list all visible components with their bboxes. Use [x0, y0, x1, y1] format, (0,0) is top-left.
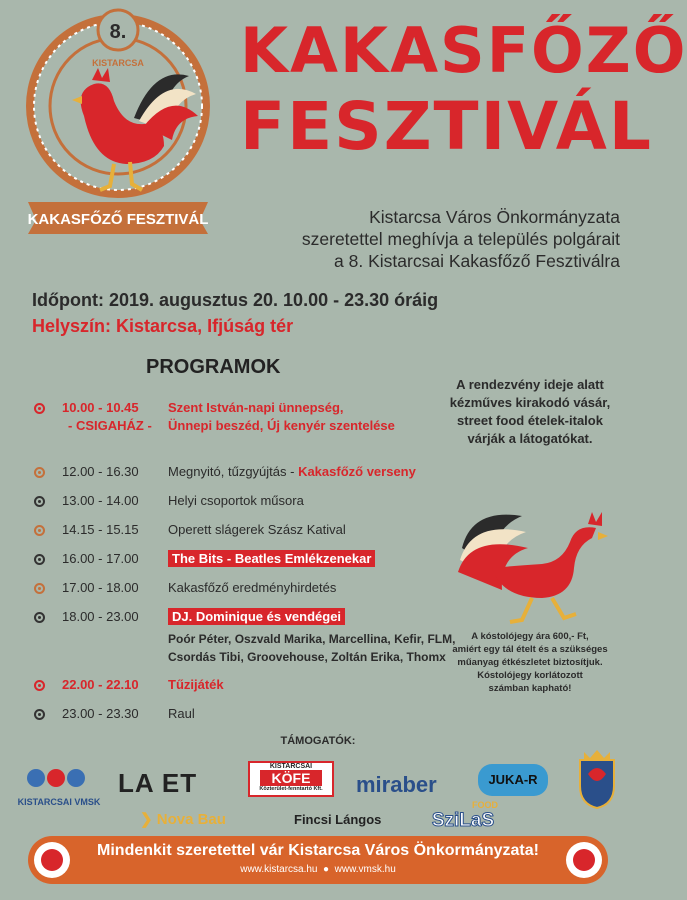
- invite-line-1: Kistarcsa Város Önkormányzata: [369, 207, 620, 227]
- logo-banner-text: KAKASFŐZŐ FESZTIVÁL: [27, 211, 209, 228]
- title-line-1: KAKASFŐZŐ: [240, 14, 687, 87]
- target-bullet-icon: [34, 403, 45, 414]
- invite-line-3: a 8. Kistarcsai Kakasfőző Fesztiválra: [334, 251, 620, 271]
- sponsor-novabau-logo: [140, 810, 226, 828]
- program-tag: The Bits - Beatles Emlékzenekar: [168, 550, 375, 567]
- ticket-info: [438, 630, 622, 695]
- program-venue: - CSIGAHÁZ -: [68, 418, 152, 433]
- program-desc-highlight: Kakasfőző verseny: [298, 464, 416, 479]
- link-kistarcsa[interactable]: www.kistarcsa.hu: [240, 864, 318, 875]
- side-note-line: street food ételek-italok: [457, 413, 603, 428]
- target-bullet-icon: [34, 467, 45, 478]
- side-note-line: kézműves kirakodó vásár,: [449, 395, 611, 410]
- program-desc: Tűzijáték: [168, 677, 224, 692]
- ticket-line: A kóstolójegy ára 600,- Ft,: [471, 631, 589, 642]
- event-time: Időpont: 2019. augusztus 20. 10.00 - 23.30 óráig: [32, 290, 439, 310]
- logo-number: 8.: [109, 21, 127, 43]
- sponsor-szilas-logo: [428, 800, 498, 832]
- program-time: 17.00 - 18.00: [62, 580, 139, 595]
- invite-line-2: szeretettel meghívja a település polgárait: [301, 229, 620, 249]
- program-desc: Operett slágerek Szász Katival: [168, 522, 346, 537]
- ticket-line: műanyag étkészletet biztosítjuk.: [457, 657, 603, 668]
- program-desc: [168, 551, 458, 566]
- sponsor-novabau-text: Nova Bau: [156, 811, 226, 828]
- program-time: 23.00 - 23.30: [62, 706, 139, 721]
- program-time: 16.00 - 17.00: [62, 551, 139, 566]
- title-line-2: FESZTIVÁL: [240, 88, 653, 165]
- invitation-text: [302, 206, 620, 272]
- target-icon: [34, 842, 70, 878]
- guests-line-1: Poór Péter, Oszvald Marika, Marcellina, Kefir, FLM,: [168, 632, 456, 646]
- target-bullet-icon: [34, 612, 45, 623]
- sponsor-fincsi-text: Fincsi Lángos: [294, 812, 382, 827]
- target-bullet-icon: [34, 709, 45, 720]
- sponsor-miraber-logo: miraber: [356, 772, 437, 797]
- side-note-line: A rendezvény ideje alatt: [456, 377, 604, 392]
- footer-banner: [28, 836, 608, 884]
- sponsor-kofe-sub: Közterület-fenntartó Kft.: [259, 786, 323, 792]
- target-bullet-icon: [34, 496, 45, 507]
- ticket-line: amiért egy tál ételt és a szükséges: [452, 644, 608, 655]
- footer-links: www.kistarcsa.hu ● www.vmsk.hu: [240, 864, 396, 875]
- ticket-line: számban kapható!: [488, 683, 572, 694]
- festival-logo: [14, 6, 224, 236]
- sponsor-jukar-logo: JUKA-R: [478, 764, 548, 796]
- program-desc: [168, 609, 458, 624]
- sponsor-lavet-logo: LA ET: [118, 768, 198, 798]
- logo-ring-text: KISTARCSA: [92, 58, 144, 68]
- sponsors-heading: TÁMOGATÓK:: [280, 735, 356, 747]
- chevron-right-icon: ❯: [140, 811, 153, 828]
- program-desc: Raul: [168, 706, 195, 721]
- sponsor-vmsk-text: KISTARCSAI VMSK: [17, 797, 101, 807]
- sponsor-kofe-name: KÖFE: [260, 770, 322, 786]
- program-desc: Kakasfőző eredményhirdetés: [168, 580, 337, 595]
- sponsor-szilas-text: SziLaS: [431, 810, 495, 831]
- footer-message: Mindenkit szeretettel vár Kistarcsa Város Önkormányzata!: [97, 842, 539, 859]
- ticket-line: Kóstolójegy korlátozott: [477, 670, 583, 681]
- program-desc-2: Ünnepi beszéd, Új kenyér szentelése: [168, 418, 395, 433]
- program-desc-text: Megnyitó, tűzgyújtás -: [168, 464, 299, 479]
- sponsor-szilas-top: FOOD: [472, 800, 498, 810]
- side-note: [438, 376, 622, 448]
- program-guests: [168, 630, 468, 666]
- program-time: 18.00 - 23.00: [62, 609, 139, 624]
- program-time: 10.00 - 10.45: [62, 400, 139, 415]
- program-time: 14.15 - 15.15: [62, 522, 139, 537]
- program-time: 12.00 - 16.30: [62, 464, 139, 479]
- guests-line-2: Csordás Tibi, Groovehouse, Zoltán Erika, Thomx: [168, 650, 446, 664]
- target-bullet-icon: [34, 554, 45, 565]
- target-bullet-icon: [34, 680, 45, 691]
- program-desc: Szent István-napi ünnepség,: [168, 400, 344, 415]
- rooster-illustration: [452, 498, 612, 628]
- link-vmsk[interactable]: www.vmsk.hu: [334, 864, 396, 875]
- programs-heading: PROGRAMOK: [146, 356, 281, 378]
- sponsor-kofe-logo: [248, 761, 334, 797]
- event-place: Helyszín: Kistarcsa, Ifjúság tér: [32, 316, 294, 336]
- festival-title: [240, 14, 687, 165]
- program-tag: DJ. Dominique és vendégei: [168, 608, 345, 625]
- target-icon: [566, 842, 602, 878]
- program-desc: [168, 464, 458, 479]
- sponsor-vmsk-logo: [14, 766, 104, 810]
- program-time: 13.00 - 14.00: [62, 493, 139, 508]
- program-time: 22.00 - 22.10: [62, 677, 139, 692]
- coat-of-arms-icon: [572, 748, 622, 810]
- target-bullet-icon: [34, 583, 45, 594]
- side-note-line: várják a látogatókat.: [467, 431, 593, 446]
- program-desc: Helyi csoportok műsora: [168, 493, 304, 508]
- sponsor-kofe-top: KISTARCSAI: [269, 763, 313, 770]
- target-bullet-icon: [34, 525, 45, 536]
